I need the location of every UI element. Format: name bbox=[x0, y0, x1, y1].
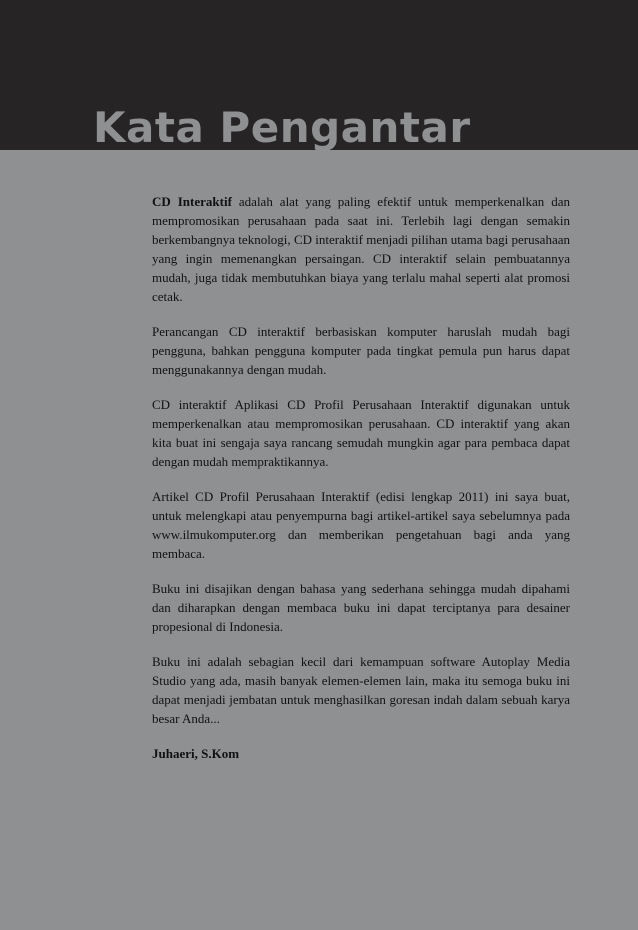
paragraph-2: Perancangan CD interaktif berbasiskan komputer haruslah mudah bagi pengguna, bahkan pengguna komputer pada tingkat pemula pun harus dapat menggunakannya dengan mudah. bbox=[152, 324, 570, 377]
preface-content bbox=[152, 192, 570, 763]
author-signature: Juhaeri, S.Kom bbox=[152, 746, 240, 761]
paragraph-3: CD interaktif Aplikasi CD Profil Perusahaan Interaktif digunakan untuk memperkenalkan atau mempromosikan perusahaan. CD interaktif yang akan kita buat ini sengaja saya rancang semudah mungkin agar para pembaca dapat dengan mudah mempraktikannya. bbox=[152, 397, 570, 469]
paragraph-1 bbox=[152, 192, 570, 306]
page-title: Kata Pengantar bbox=[93, 103, 471, 152]
paragraph-6: Buku ini adalah sebagian kecil dari kemampuan software Autoplay Media Studio yang ada, masih banyak elemen-elemen lain, maka itu semoga buku ini dapat menjadi jembatan untuk menghasilkan goresan indah dalam sebuah karya besar Anda... bbox=[152, 654, 570, 726]
paragraph-4: Artikel CD Profil Perusahaan Interaktif (edisi lengkap 2011) ini saya buat, untuk melengkapi atau penyempurna bagi artikel-artikel saya sebelumnya pada www.ilmukomputer.org dan memberikan pengetahuan bagi anda yang membaca. bbox=[152, 489, 570, 561]
paragraph-5: Buku ini disajikan dengan bahasa yang sederhana sehingga mudah dipahami dan diharapkan dengan membaca buku ini dapat terciptanya para desainer propesional di Indonesia. bbox=[152, 581, 570, 634]
paragraph-1-text: adalah alat yang paling efektif untuk memperkenalkan dan mempromosikan perusahaan pada saat ini. Terlebih lagi dengan semakin berkembangnya teknologi, CD interaktif menjadi pilihan utama bagi perusahaan yang ingin memenangkan persaingan. CD interaktif selain pembuatannya mudah, juga tidak membutuhkan biaya yang terlalu mahal seperti alat promosi cetak. bbox=[152, 194, 571, 304]
paragraph-1-lead: CD Interaktif bbox=[152, 194, 232, 209]
